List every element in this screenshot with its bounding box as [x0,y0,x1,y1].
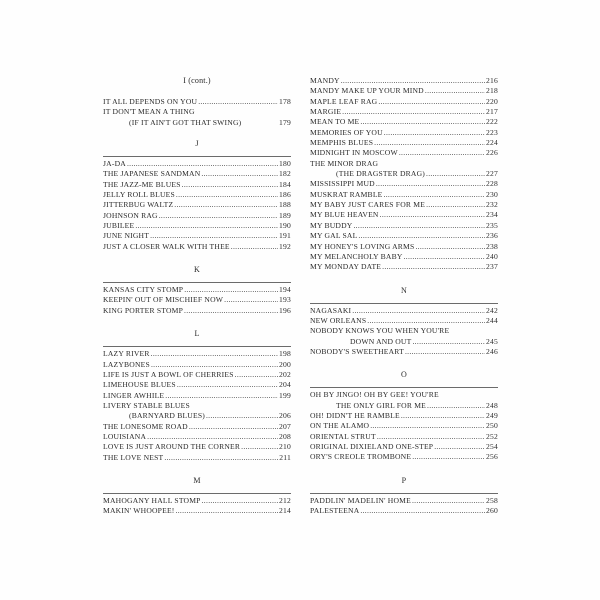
section-heading-k: K [194,265,200,275]
index-entry: MAKIN' WHOOPEE! ..... 214 [103,506,291,516]
index-entry: IT DON'T MEAN A THING [103,107,195,117]
index-entry: THE JAZZ-ME BLUES ..... 184 [103,180,291,190]
index-entry: THE LONESOME ROAD ..... 207 [103,422,291,432]
index-entry: LOUISIANA ..... 208 [103,432,291,442]
section-heading-j: J [195,139,199,149]
index-entry: JUST A CLOSER WALK WITH THEE ..... 192 [103,242,291,252]
index-entry: JA-DA ..... 180 [103,159,291,169]
index-entry: MAHOGANY HALL STOMP ..... 212 [103,496,291,506]
index-entry: LIVERY STABLE BLUES [103,400,190,410]
index-entry: MIDNIGHT IN MOSCOW ..... 226 [310,148,498,158]
index-entry: MAPLE LEAF RAG ..... 220 [310,97,498,107]
index-entry: NEW ORLEANS ..... 244 [310,316,498,326]
index-entry: (IF IT AIN'T GOT THAT SWING) 179 [129,117,291,127]
index-entry: (BARNYARD BLUES) ..... 206 [103,411,291,421]
index-entry: ORIENTAL STRUT ..... 252 [310,432,498,442]
index-entry: KEEPIN' OUT OF MISCHIEF NOW ..... 193 [103,295,291,305]
index-entry: THE LOVE NEST ..... 211 [103,453,291,463]
index-entry: LAZY RIVER ..... 198 [103,349,291,359]
index-entry: MY MONDAY DATE ..... 237 [310,262,498,272]
index-entry: MY BABY JUST CARES FOR ME ..... 232 [310,200,498,210]
index-entry: KANSAS CITY STOMP ..... 194 [103,285,291,295]
index-entry: OH! DIDN'T HE RAMBLE ..... 249 [310,411,498,421]
right-column [310,76,498,516]
index-entry: MISSISSIPPI MUD ..... 228 [310,179,498,189]
index-entry: JUBILEE ..... 190 [103,221,291,231]
index-entry: MEAN TO ME ..... 222 [310,117,498,127]
index-entry: MEMPHIS BLUES ..... 224 [310,138,498,148]
index-entry: DOWN AND OUT ..... 245 [310,337,498,347]
index-entry: LOVE IS JUST AROUND THE CORNER ..... 210 [103,442,291,452]
index-entry: PADDLIN' MADELIN' HOME ..... 258 [310,496,498,506]
index-entry: LIFE IS JUST A BOWL OF CHERRIES ..... 202 [103,370,291,380]
index-entry: MY BLUE HEAVEN ..... 234 [310,210,498,220]
index-entry: MARGIE ..... 217 [310,107,498,117]
index-entry: LAZYBONES ..... 200 [103,360,291,370]
index-entry: JUNE NIGHT ..... 191 [103,231,291,241]
section-heading-n: N [401,285,407,295]
section-heading-i-cont: I (cont.) [183,76,211,85]
section-heading-l: L [194,329,200,339]
index-entry: THE JAPANESE SANDMAN ..... 182 [103,169,291,179]
index-entry: MY MELANCHOLY BABY ..... 240 [310,252,498,262]
index-entry: MUSKRAT RAMBLE ..... 230 [310,190,498,200]
index-entry: ORY'S CREOLE TROMBONE ..... 256 [310,452,498,462]
index-entry: LIMEHOUSE BLUES ..... 204 [103,380,291,390]
index-entry: ORIGINAL DIXIELAND ONE-STEP ..... 254 [310,442,498,452]
index-entry: NOBODY KNOWS YOU WHEN YOU'RE [310,326,450,336]
index-entry: MANDY ..... 216 [310,76,498,86]
index-entry: JELLY ROLL BLUES ..... 186 [103,190,291,200]
index-entry: PALESTEENA ..... 260 [310,506,498,516]
index-entry: MANDY MAKE UP YOUR MIND ..... 218 [310,86,498,96]
section-heading-o: O [401,370,407,380]
index-entry: THE ONLY GIRL FOR ME ..... 248 [310,401,498,411]
index-entry: LINGER AWHILE ..... 199 [103,391,291,401]
index-entry: ON THE ALAMO ..... 250 [310,421,498,431]
index-entry: MY GAL SAL ..... 236 [310,231,498,241]
index-entry: IT ALL DEPENDS ON YOU ..... 178 [103,97,291,107]
index-entry: JITTERBUG WALTZ ..... 188 [103,200,291,210]
section-heading-m: M [193,475,201,485]
index-entry: NAGASAKI ..... 242 [310,306,498,316]
index-entry: (THE DRAGSTER DRAG) ..... 227 [310,169,498,179]
index-entry: THE MINOR DRAG [310,158,379,168]
index-entry: NOBODY'S SWEETHEART ..... 246 [310,347,498,357]
index-entry: MEMORIES OF YOU ..... 223 [310,128,498,138]
index-entry: KING PORTER STOMP ..... 196 [103,306,291,316]
left-column [103,76,291,517]
index-entry: JOHNSON RAG ..... 189 [103,211,291,221]
index-entry: OH BY JINGO! OH BY GEE! YOU'RE [310,390,439,400]
index-entry: MY HONEY'S LOVING ARMS ..... 238 [310,242,498,252]
index-entry: MY BUDDY ..... 235 [310,221,498,231]
section-heading-p: P [401,475,407,485]
